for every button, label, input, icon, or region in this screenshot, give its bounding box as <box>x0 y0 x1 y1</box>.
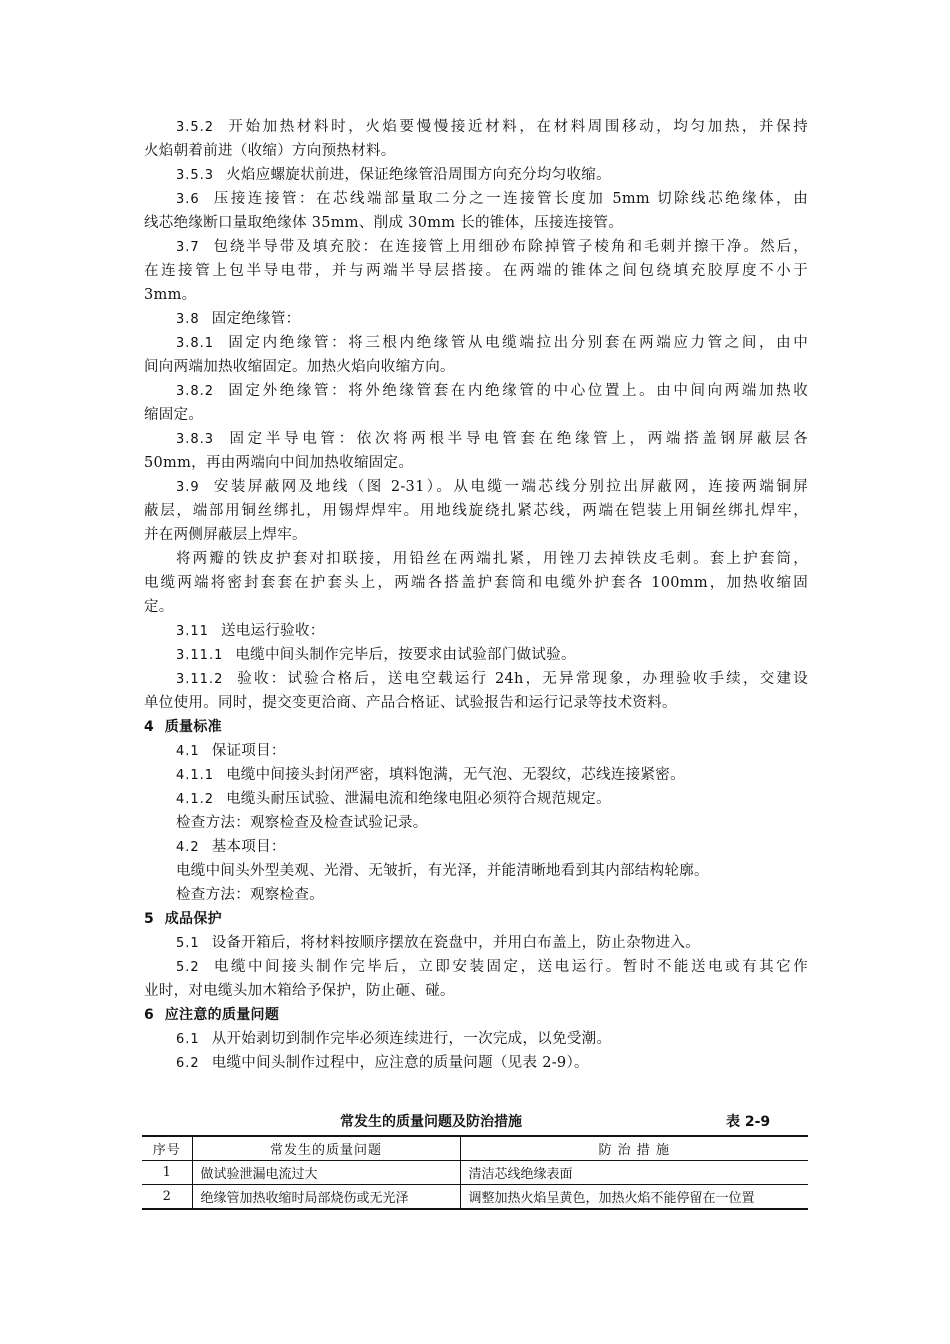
section-number: 3.11.2 <box>176 672 224 687</box>
paragraph-line <box>176 931 808 956</box>
section-number: 3.11 <box>176 624 209 639</box>
paragraph-line <box>176 475 808 500</box>
section-number: 4.1.1 <box>176 768 215 783</box>
line-text: 3mm。 <box>144 287 197 303</box>
section-heading <box>144 715 808 739</box>
section-number: 5 <box>144 911 155 927</box>
paragraph-line <box>176 547 808 571</box>
paragraph-line <box>144 283 808 307</box>
table-row <box>142 1161 808 1185</box>
paragraph-line <box>176 379 808 404</box>
section-number: 3.7 <box>176 240 200 255</box>
paragraph-line <box>176 187 808 212</box>
paragraph-line <box>176 331 808 356</box>
line-text: 电缆中间头制作过程中，应注意的质量问题（见表 2-9）。 <box>211 1055 589 1071</box>
table-cell-number: 1 <box>142 1161 192 1185</box>
line-text: 电缆两端将密封套套在护套头上，两端各搭盖护套筒和电缆外护套各 100mm，加热收缩固 <box>144 575 808 591</box>
line-text: 压接连接管：在芯线端部量取二分之一连接管长度加 5mm 切除线芯绝缘体，由 <box>211 191 808 207</box>
paragraph-line <box>176 955 808 980</box>
paragraph-line <box>176 427 808 452</box>
section-number: 4.1 <box>176 744 200 759</box>
section-number: 5.2 <box>176 960 200 975</box>
section-heading <box>144 907 808 931</box>
line-text: 固定绝缘管： <box>211 311 301 327</box>
line-text: 火焰朝着前进（收缩）方向预热材料。 <box>144 143 396 159</box>
paragraph-line <box>176 739 808 764</box>
paragraph-line <box>176 235 808 260</box>
section-number: 5.1 <box>176 936 200 951</box>
section-number: 4.1.2 <box>176 792 215 807</box>
header-cell-problem: 常发生的质量问题 <box>192 1136 460 1161</box>
line-text: 将两瓣的铁皮护套对扣联接，用铅丝在两端扎紧，用锉刀去掉铁皮毛刺。套上护套筒， <box>176 551 808 567</box>
paragraph-line <box>176 883 808 907</box>
line-text: 业时，对电缆头加木箱给予保护，防止砸、碰。 <box>144 983 455 999</box>
line-text: 检查方法：观察检查及检查试验记录。 <box>176 815 428 831</box>
paragraph-line <box>176 835 808 860</box>
table-caption: 常发生的质量问题及防治措施 <box>340 1114 522 1130</box>
line-text: 检查方法：观察检查。 <box>176 887 324 903</box>
section-number: 4.2 <box>176 840 200 855</box>
table-cell-measures: 调整加热火焰呈黄色，加热火焰不能停留在一位置 <box>460 1185 808 1210</box>
paragraph-line <box>144 139 808 163</box>
paragraph-line <box>144 259 808 283</box>
paragraph-line <box>144 211 808 235</box>
line-text: 固定外绝缘管：将外绝缘管套在内绝缘管的中心位置上。由中间向两端加热收 <box>226 383 808 399</box>
line-text: 定。 <box>144 599 174 615</box>
heading-text: 成品保护 <box>164 911 222 927</box>
paragraph-line <box>176 619 808 644</box>
line-text: 缩固定。 <box>144 407 204 423</box>
quality-problems-table <box>142 1135 808 1210</box>
paragraph-line <box>144 691 808 715</box>
section-number: 3.8 <box>176 312 200 327</box>
line-text: 送电运行验收： <box>220 623 325 639</box>
section-heading <box>144 1003 808 1027</box>
table-cell-problem: 做试验泄漏电流过大 <box>192 1161 460 1185</box>
line-text: 并在两侧屏蔽层上焊牢。 <box>144 527 307 543</box>
paragraph-line <box>176 763 808 788</box>
section-number: 3.8.2 <box>176 384 215 399</box>
line-text: 电缆中间接头制作完毕后，立即安装固定，送电运行。暂时不能送电或有其它作 <box>211 959 808 975</box>
line-text: 从开始剥切到制作完毕必须连续进行，一次完成，以免受潮。 <box>211 1031 612 1047</box>
paragraph-line <box>144 571 808 595</box>
paragraph-line <box>144 499 808 523</box>
line-text: 电缆头耐压试验、泄漏电流和绝缘电阻必须符合规范规定。 <box>226 791 611 807</box>
paragraph-line <box>144 595 808 619</box>
paragraph-line <box>144 403 808 427</box>
section-number: 3.5.2 <box>176 120 215 135</box>
section-number: 3.6 <box>176 192 200 207</box>
heading-text: 应注意的质量问题 <box>164 1007 280 1023</box>
paragraph-line <box>176 787 808 812</box>
line-text: 在连接管上包半导电带，并与两端半导层搭接。在两端的锥体之间包绕填充胶厚度不小于 <box>144 263 808 279</box>
line-text: 火焰应螺旋状前进，保证绝缘管沿周围方向充分均匀收缩。 <box>226 167 611 183</box>
line-text: 包绕半导带及填充胶：在连接管上用细砂布除掉管子棱角和毛刺并擦干净。然后， <box>211 239 808 255</box>
paragraph-line <box>176 643 808 668</box>
line-text: 电缆中间头外型美观、光滑、无皱折，有光泽，并能清晰地看到其内部结构轮廓。 <box>176 863 709 879</box>
section-number: 3.8.3 <box>176 432 215 447</box>
paragraph-line <box>176 307 808 332</box>
section-number: 6.1 <box>176 1032 200 1047</box>
table-header-row <box>142 1136 808 1161</box>
section-number: 6 <box>144 1007 155 1023</box>
paragraph-line <box>176 163 808 188</box>
paragraph-line <box>144 355 808 379</box>
table-cell-measures: 清洁芯线绝缘表面 <box>460 1161 808 1185</box>
line-text: 50mm，再由两端向中间加热收缩固定。 <box>144 455 414 471</box>
header-cell-number: 序号 <box>142 1136 192 1161</box>
section-number: 3.8.1 <box>176 336 215 351</box>
paragraph-line <box>144 451 808 475</box>
line-text: 间向两端加热收缩固定。加热火焰向收缩方向。 <box>144 359 455 375</box>
section-number: 4 <box>144 719 155 735</box>
paragraph-line <box>176 1051 808 1076</box>
paragraph-line <box>176 1027 808 1052</box>
line-text: 验收：试验合格后，送电空载运行 24h，无异常现象，办理验收手续，交建设 <box>235 671 808 687</box>
paragraph-line <box>176 115 808 140</box>
line-text: 安装屏蔽网及地线（图 2-31）。从电缆一端芯线分别拉出屏蔽网，连接两端铜屏 <box>211 479 808 495</box>
section-number: 6.2 <box>176 1056 200 1071</box>
table-cell-problem: 绝缘管加热收缩时局部烧伤或无光泽 <box>192 1185 460 1210</box>
paragraph-line <box>144 523 808 547</box>
paragraph-line <box>176 811 808 835</box>
header-cell-measures: 防 治 措 施 <box>460 1136 808 1161</box>
line-text: 保证项目： <box>211 743 286 759</box>
line-text: 电缆中间接头封闭严密，填料饱满，无气泡、无裂纹，芯线连接紧密。 <box>226 767 685 783</box>
table-row <box>142 1185 808 1210</box>
line-text: 电缆中间头制作完毕后，按要求由试验部门做试验。 <box>235 647 576 663</box>
line-text: 蔽层，端部用铜丝绑扎，用锡焊焊牢。用地线旋绕扎紧芯线，两端在铠装上用铜丝绑扎焊牢， <box>144 503 808 519</box>
line-text: 线芯绝缘断口量取绝缘体 35mm、削成 30mm 长的锥体，压接连接管。 <box>144 215 624 231</box>
paragraph-line <box>144 979 808 1003</box>
section-number: 3.9 <box>176 480 200 495</box>
paragraph-line <box>176 859 808 883</box>
table-cell-number: 2 <box>142 1185 192 1210</box>
line-text: 基本项目： <box>211 839 286 855</box>
line-text: 固定内绝缘管：将三根内绝缘管从电缆端拉出分别套在两端应力管之间，由中 <box>226 335 808 351</box>
line-text: 单位使用。同时，提交变更洽商、产品合格证、试验报告和运行记录等技术资料。 <box>144 695 677 711</box>
line-text: 开始加热材料时，火焰要慢慢接近材料，在材料周围移动，均匀加热，并保持 <box>226 119 808 135</box>
heading-text: 质量标准 <box>164 719 222 735</box>
section-number: 3.11.1 <box>176 648 224 663</box>
line-text: 设备开箱后，将材料按顺序摆放在瓷盘中，并用白布盖上，防止杂物进入。 <box>211 935 701 951</box>
line-text: 固定半导电管：依次将两根半导电管套在绝缘管上，两端搭盖钢屏蔽层各 <box>226 431 808 447</box>
table-label: 表 2-9 <box>726 1114 771 1130</box>
section-number: 3.5.3 <box>176 168 215 183</box>
paragraph-line <box>176 667 808 692</box>
